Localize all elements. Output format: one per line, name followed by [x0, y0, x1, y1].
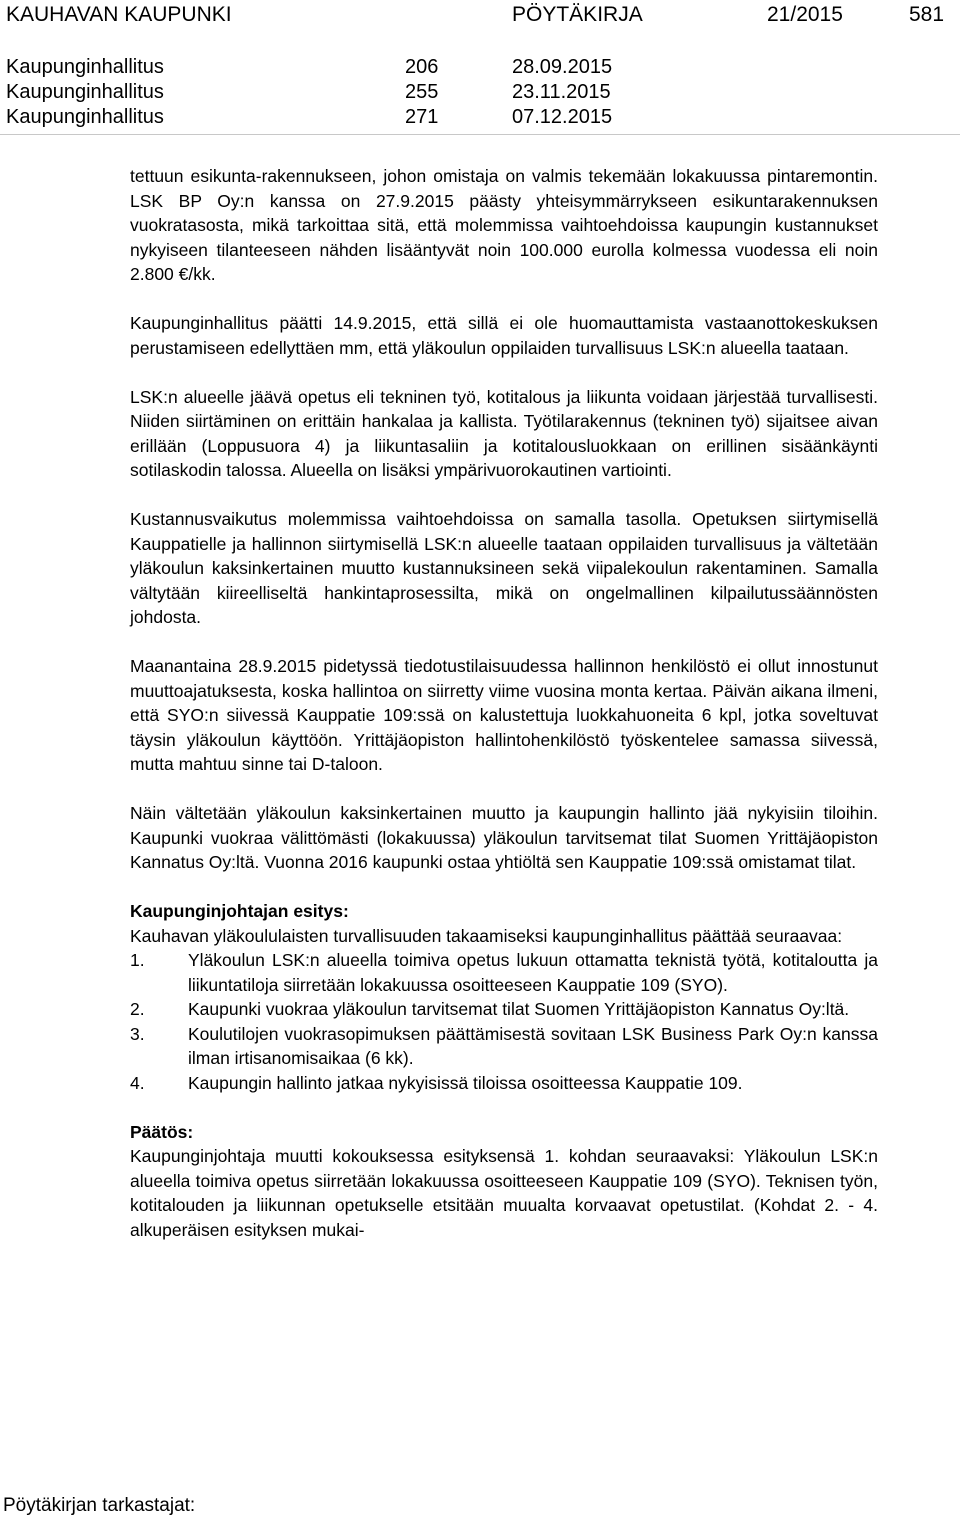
meeting-section: 271 — [405, 106, 439, 128]
meeting-date: 28.09.2015 — [512, 56, 613, 78]
meeting-divider — [0, 134, 960, 135]
meeting-body: Kaupunginhallitus — [6, 81, 164, 103]
list-item — [130, 948, 878, 997]
header-doc-type: PÖYTÄKIRJA — [512, 3, 643, 26]
footer-reviewers-label: Pöytäkirjan tarkastajat: — [3, 1495, 196, 1516]
paragraph: LSK:n alueelle jäävä opetus eli tekninen työ, kotitalous ja liikunta voidaan järjestää turvallisesti. Niiden siirtäminen on erittäin hankalaa ja kallista. Työtilarakennus (tekninen työ) sijaitsee aivan erillään (Loppusuora 4) ja liikuntasaliin ja kotitalousluokkaan on erillinen sisäänkäynti sotilaskodin talossa. Alueella on lisäksi ympärivuorokautinen vartiointi. — [130, 386, 878, 480]
proposal-heading: Kaupunginjohtajan esitys: — [130, 901, 349, 921]
list-item — [130, 1022, 878, 1071]
minutes-body — [130, 164, 878, 1242]
meeting-body: Kaupunginhallitus — [6, 106, 164, 128]
meeting-row — [6, 105, 960, 130]
meeting-date: 07.12.2015 — [512, 106, 613, 128]
header-city: KAUHAVAN KAUPUNKI — [6, 3, 232, 26]
proposal-list — [130, 948, 878, 1095]
proposal-intro: Kauhavan yläkoululaisten turvallisuuden takaamiseksi kaupunginhallitus päättää seuraavaa: — [130, 925, 843, 946]
meeting-row — [6, 80, 960, 105]
list-item — [130, 1071, 878, 1096]
list-item-number: 4. — [130, 1072, 145, 1093]
list-item-text: Koulutilojen vuokrasopimuksen päättämisestä sovitaan LSK Business Park Oy:n kanssa ilman irtisanomisaikaa (6 kk). — [188, 1023, 878, 1068]
meeting-section: 255 — [405, 81, 439, 103]
header-page-number: 581 — [909, 3, 945, 26]
meeting-body: Kaupunginhallitus — [6, 56, 164, 78]
paragraph: Kaupunginhallitus päätti 14.9.2015, että sillä ei ole huomauttamista vastaanottokeskuksen perustamiseen edellyttäen mm, että yläkoulun oppilaiden turvallisuus LSK:n alueella taataan. — [130, 313, 878, 358]
list-item-text: Kaupunki vuokraa yläkoulun tarvitsemat tilat Suomen Yrittäjäopiston Kannatus Oy:ltä. — [188, 999, 850, 1019]
list-item — [130, 997, 878, 1022]
meeting-row — [6, 55, 960, 80]
list-item-text: Yläkoulun LSK:n alueella toimiva opetus lukuun ottamatta teknistä työtä, kotitaloutta ja liikuntatiloja siirretään lokakuussa osoitteeseen Kauppatie 109 (SYO). — [188, 950, 878, 995]
list-item-number: 3. — [130, 1023, 145, 1044]
list-item-number: 1. — [130, 950, 145, 970]
list-item-text: Kaupungin hallinto jatkaa nykyisissä tiloissa osoitteessa Kauppatie 109. — [188, 1072, 743, 1093]
decision-text: Kaupunginjohtaja muutti kokouksessa esityksensä 1. kohdan seuraavaksi: Yläkoulun LSK:n alueella toimiva opetus siirretään lokakuussa osoitteeseen Kauppatie 109 (SYO). Teknisen työn, kotitalouden ja liikunnan opetukselle etsitään muualta korvaavat opetustilat. (Kohdat 2. - 4. alkuperäisen esityksen mukai- — [130, 1146, 878, 1240]
decision-heading: Päätös: — [130, 1121, 194, 1142]
paragraph: tettuun esikunta-rakennukseen, johon omistaja on valmis tekemään lokakuussa pintaremontin. LSK BP Oy:n kanssa on 27.9.2015 päästy yhteisymmärrykseen esikuntarakennuksen vuokratasosta, mikä tarkoittaa sitä, että molemmissa vaihtoehdoissa kaupungin kustannukset nykyiseen tilanteeseen nähden lisääntyvät noin 100.000 eurolla kolmessa vuodessa eli noin 2.800 €/kk. — [130, 166, 878, 284]
meeting-date: 23.11.2015 — [512, 81, 611, 103]
paragraph: Maanantaina 28.9.2015 pidetyssä tiedotustilaisuudessa hallinnon henkilöstö ei ollut innostunut muuttoajatuksesta, koska hallintoa on siirretty viime vuosina monta kertaa. Päivän aikana ilmeni, että SYO:n siivessä Kauppatie 109:ssä on kalustettuja luokkahuoneita 6 kpl, jotka soveltuvat täysin yläkoulun käyttöön. Yrittäjäopiston hallintohenkilöstö työskentelee samassa siivessä, mutta mahtuu sinne tai D-taloon. — [130, 656, 878, 774]
header-doc-number: 21/2015 — [767, 3, 843, 26]
meeting-section: 206 — [405, 56, 439, 78]
paragraph: Näin vältetään yläkoulun kaksinkertainen muutto ja kaupungin hallinto jää nykyisiin tiloihin. Kaupunki vuokraa välittömästi (lokakuussa) yläkoulun tarvitsemat tilat Suomen Yrittäjäopiston Kannatus Oy:ltä. Vuonna 2016 kaupunki ostaa yhtiöltä sen Kauppatie 109:ssä omistamat tilat. — [130, 803, 878, 872]
list-item-number: 2. — [130, 999, 145, 1019]
paragraph: Kustannusvaikutus molemmissa vaihtoehdoissa on samalla tasolla. Opetuksen siirtymisellä Kauppatielle ja hallinnon siirtymisellä LSK:n alueelle taataan oppilaiden turvallisuus ja vältetään yläkoulun kaksinkertainen muutto kustannuksineen sekä viipalekoulun rakentaminen. Samalla vältytään kiireelliseltä hankintaprosessilta, mikä on ongelmallinen kilpailutussäännösten johdosta. — [130, 509, 878, 627]
